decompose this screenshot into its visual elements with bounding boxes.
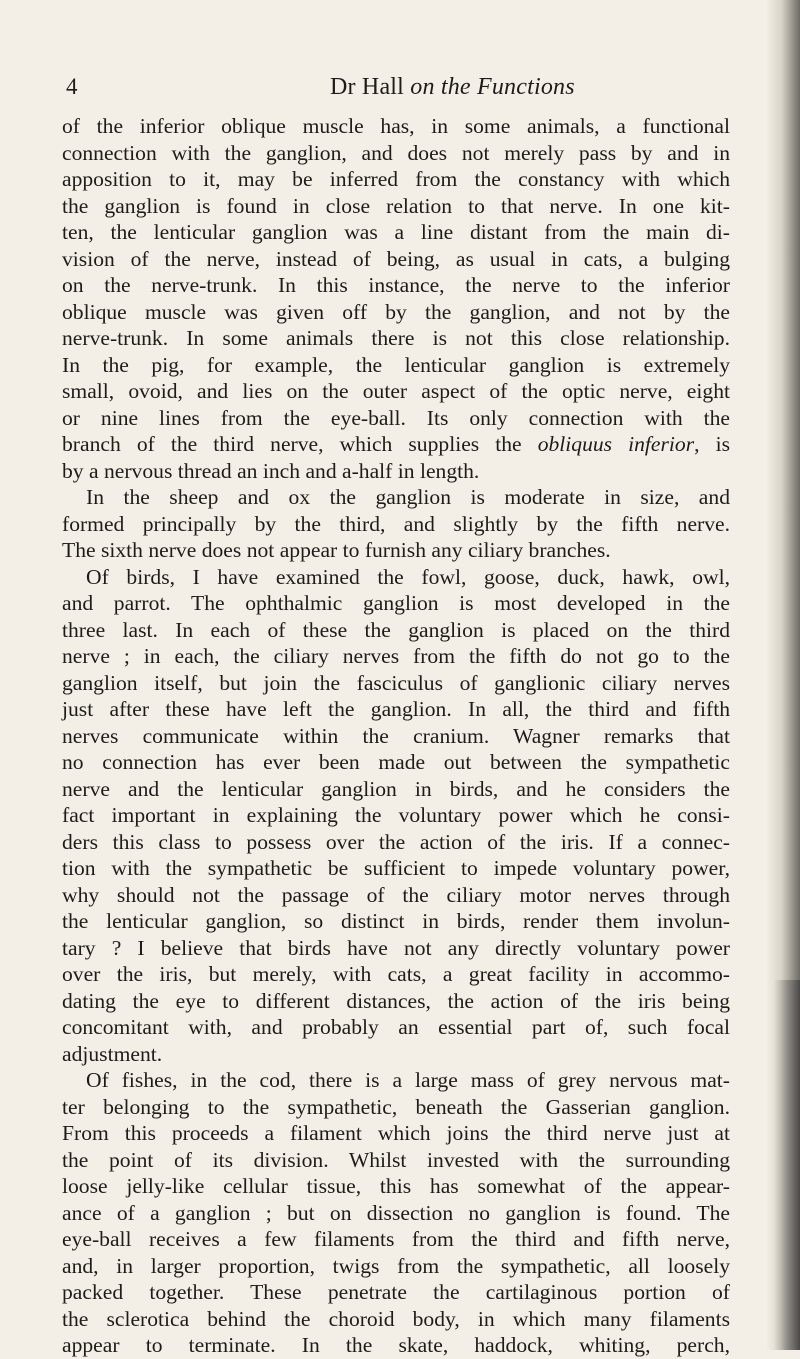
running-head-author: Dr Hall bbox=[330, 74, 405, 100]
text-line: and, in larger proportion, twigs from the sympathetic, all loosely bbox=[62, 1253, 730, 1278]
text-line: concomitant with, and probably an essential part of, such focal bbox=[62, 1015, 730, 1039]
text-line: the lenticular ganglion, so distinct in birds, render them involun- bbox=[62, 909, 730, 933]
text-line: Of fishes, in the cod, there is a large mass of grey nervous mat- bbox=[86, 1068, 730, 1092]
text-line: ganglion itself, but join the fasciculus of ganglionic ciliary nerves bbox=[62, 670, 730, 695]
text-line: on the nerve-trunk. In this instance, the nerve to the inferior bbox=[62, 273, 730, 297]
text-line: ten, the lenticular ganglion was a line distant from the main di- bbox=[62, 220, 730, 244]
text-line: In the sheep and ox the ganglion is moderate in size, and bbox=[86, 485, 730, 509]
text-line: ter belonging to the sympathetic, beneath the Gasserian ganglion. bbox=[62, 1094, 730, 1119]
text-line: oblique muscle was given off by the ganglion, and not by the bbox=[62, 299, 730, 324]
text-line: In the pig, for example, the lenticular ganglion is extremely bbox=[62, 352, 730, 377]
text-line: just after these have left the ganglion. In all, the third and fifth bbox=[62, 697, 730, 721]
text-line: dating the eye to different distances, the action of the iris being bbox=[62, 988, 730, 1013]
text-line: appear to terminate. In the skate, haddock, whiting, perch, bbox=[62, 1333, 730, 1357]
text-line: From this proceeds a filament which joins the third nerve just at bbox=[62, 1121, 730, 1145]
italic-term: obliquus inferior bbox=[537, 432, 695, 456]
text-line: over the iris, but merely, with cats, a great facility in accommo- bbox=[62, 962, 730, 986]
page-number: 4 bbox=[66, 74, 78, 99]
text-line: loose jelly-like cellular tissue, this has somewhat of the appear- bbox=[62, 1174, 730, 1198]
text-line: nerve and the lenticular ganglion in birds, and he considers the bbox=[62, 776, 730, 801]
text-line: eye-ball receives a few filaments from the third and fifth nerve, bbox=[62, 1227, 730, 1251]
page-edge-shadow-lower bbox=[774, 980, 800, 1350]
text-line: tary ? I believe that birds have not any directly voluntary power bbox=[62, 935, 730, 960]
body-text bbox=[62, 113, 730, 1359]
text-line: the ganglion is found in close relation to that nerve. In one kit- bbox=[62, 193, 730, 218]
text-line: connection with the ganglion, and does not merely pass by and in bbox=[62, 140, 730, 165]
text-line: the sclerotica behind the choroid body, in which many filaments bbox=[62, 1306, 730, 1331]
text-line: or nine lines from the eye-ball. Its only connection with the bbox=[62, 405, 730, 430]
text-line: apposition to it, may be inferred from the constancy with which bbox=[62, 167, 730, 191]
text-line: by a nervous thread an inch and a-half in length. bbox=[62, 458, 480, 483]
text-line: The sixth nerve does not appear to furnish any ciliary branches. bbox=[62, 538, 611, 562]
running-head bbox=[330, 74, 575, 101]
text-line: of the inferior oblique muscle has, in some animals, a functional bbox=[62, 114, 730, 138]
text-line: why should not the passage of the ciliary motor nerves through bbox=[62, 882, 730, 907]
text-line: formed principally by the third, and slightly by the fifth nerve. bbox=[62, 511, 730, 536]
text-line: fact important in explaining the voluntary power which he consi- bbox=[62, 803, 730, 827]
text-line: adjustment. bbox=[62, 1041, 163, 1066]
text-line: Of birds, I have examined the fowl, goose, duck, hawk, owl, bbox=[86, 564, 730, 589]
text-line: ders this class to possess over the action of the iris. If a connec- bbox=[62, 829, 730, 854]
text-line: no connection has ever been made out between the sympathetic bbox=[62, 750, 730, 774]
running-head-italic: on the Functions bbox=[410, 74, 575, 100]
text-line: the point of its division. Whilst invested with the surrounding bbox=[62, 1147, 730, 1172]
text-line: vision of the nerve, instead of being, as usual in cats, a bulging bbox=[62, 246, 730, 271]
text-line: tion with the sympathetic be sufficient to impede voluntary power, bbox=[62, 856, 730, 880]
text-line: branch of the third nerve, which supplies the obliquus inferior, is bbox=[62, 432, 730, 456]
text-line: nerve-trunk. In some animals there is not this close relationship. bbox=[62, 326, 730, 350]
text-line: small, ovoid, and lies on the outer aspect of the optic nerve, eight bbox=[62, 379, 730, 403]
text-line: packed together. These penetrate the cartilaginous portion of bbox=[62, 1280, 730, 1304]
text-line: and parrot. The ophthalmic ganglion is most developed in the bbox=[62, 591, 730, 615]
text-line: nerves communicate within the cranium. Wagner remarks that bbox=[62, 723, 730, 748]
text-line: ance of a ganglion ; but on dissection no ganglion is found. The bbox=[62, 1200, 730, 1225]
text-line: nerve ; in each, the ciliary nerves from the fifth do not go to the bbox=[62, 644, 730, 668]
text-line: three last. In each of these the ganglion is placed on the third bbox=[62, 617, 730, 642]
